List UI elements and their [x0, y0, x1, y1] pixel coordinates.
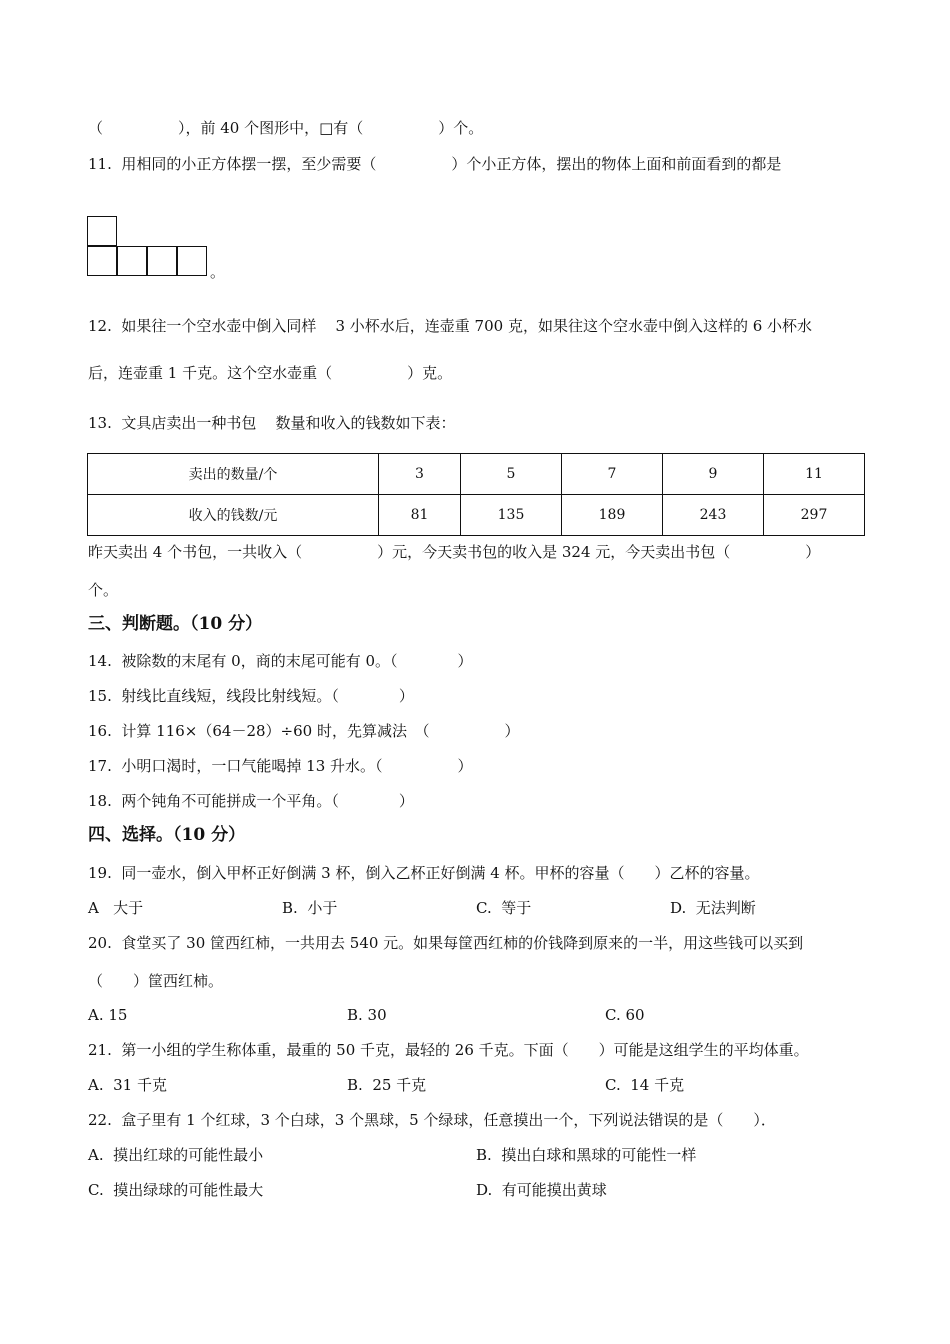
q19-option-c: C. 等于 — [476, 899, 532, 917]
judge-q14: 14. 被除数的末尾有 0，商的末尾可能有 0。（ ） — [88, 652, 473, 670]
q13-after-line2: 个。 — [88, 581, 119, 599]
q21-option-c: C. 14 千克 — [605, 1076, 685, 1094]
judge-q17: 17. 小明口渴时，一口气能喝掉 13 升水。（ ） — [88, 757, 473, 775]
q22-option-d: D. 有可能摸出黄球 — [476, 1181, 607, 1199]
q11-period: 。 — [210, 263, 226, 281]
figure-cell — [147, 246, 177, 276]
q20-line2: （ ）筐西红柿。 — [88, 972, 224, 990]
table-cell: 9 — [663, 454, 764, 495]
q22-text: 22. 盒子里有 1 个红球，3 个白球，3 个黑球，5 个绿球，任意摸出一个，下列说法错误的是（ ）． — [88, 1111, 776, 1129]
judge-q16: 16. 计算 116×（64－28）÷60 时，先算减法 （ ） — [88, 722, 520, 740]
q11-text: 11. 用相同的小正方体摆一摆，至少需要（ ）个小正方体，摆出的物体上面和前面看到的都是 — [88, 155, 782, 173]
table-row — [88, 454, 865, 495]
q13-after-line1: 昨天卖出 4 个书包，一共收入（ ）元，今天卖书包的收入是 324 元，今天卖出书包（ ） — [88, 543, 821, 561]
table-cell: 243 — [663, 495, 764, 536]
sales-table — [87, 453, 865, 536]
table-cell: 7 — [562, 454, 663, 495]
table-cell: 297 — [764, 495, 865, 536]
judge-q15: 15. 射线比直线短，线段比射线短。（ ） — [88, 687, 414, 705]
figure-cell — [177, 246, 207, 276]
q19-option-b: B. 小于 — [282, 899, 338, 917]
q22-option-c: C. 摸出绿球的可能性最大 — [88, 1181, 264, 1199]
figure-cell — [87, 246, 117, 276]
table-cell: 3 — [379, 454, 461, 495]
q20-option-a: A. 15 — [88, 1006, 128, 1024]
row-label-income: 收入的钱数/元 — [88, 495, 379, 536]
q21-option-a: A. 31 千克 — [88, 1076, 167, 1094]
section-4-heading: 四、选择。（10 分） — [88, 825, 246, 845]
q13-intro: 13. 文具店卖出一种书包 数量和收入的钱数如下表： — [88, 414, 456, 432]
q21-text: 21. 第一小组的学生称体重，最重的 50 千克，最轻的 26 千克。下面（ ）可能是这组学生的平均体重。 — [88, 1041, 809, 1059]
table-cell: 81 — [379, 495, 461, 536]
q22-option-a: A. 摸出红球的可能性最小 — [88, 1146, 264, 1164]
q10-continuation: （ ），前 40 个图形中，□有（ ）个。 — [88, 119, 484, 137]
q12-line2: 后，连壶重 1 千克。这个空水壶重（ ）克。 — [88, 364, 453, 382]
judge-q18: 18. 两个钝角不可能拼成一个平角。（ ） — [88, 792, 414, 810]
q19-text: 19. 同一壶水，倒入甲杯正好倒满 3 杯，倒入乙杯正好倒满 4 杯。甲杯的容量（ ）乙杯的容量。 — [88, 864, 760, 882]
table-cell: 189 — [562, 495, 663, 536]
table-cell: 11 — [764, 454, 865, 495]
q19-option-a: A 大于 — [88, 899, 144, 917]
q22-option-b: B. 摸出白球和黑球的可能性一样 — [476, 1146, 697, 1164]
figure-cell — [117, 246, 147, 276]
row-label-quantity: 卖出的数量/个 — [88, 454, 379, 495]
table-cell: 5 — [461, 454, 562, 495]
q20-option-c: C. 60 — [605, 1006, 645, 1024]
table-row — [88, 495, 865, 536]
figure-cell-top — [87, 216, 117, 246]
q20-option-b: B. 30 — [347, 1006, 387, 1024]
q21-option-b: B. 25 千克 — [347, 1076, 427, 1094]
section-3-heading: 三、判断题。（10 分） — [88, 614, 263, 634]
table-cell: 135 — [461, 495, 562, 536]
q12-line1: 12. 如果往一个空水壶中倒入同样 3 小杯水后，连壶重 700 克，如果往这个空水壶中倒入这样的 6 小杯水 — [88, 317, 813, 335]
q20-line1: 20. 食堂买了 30 筐西红柿，一共用去 540 元。如果每筐西红柿的价钱降到原来的一半，用这些钱可以买到 — [88, 934, 804, 952]
q19-option-d: D. 无法判断 — [670, 899, 756, 917]
